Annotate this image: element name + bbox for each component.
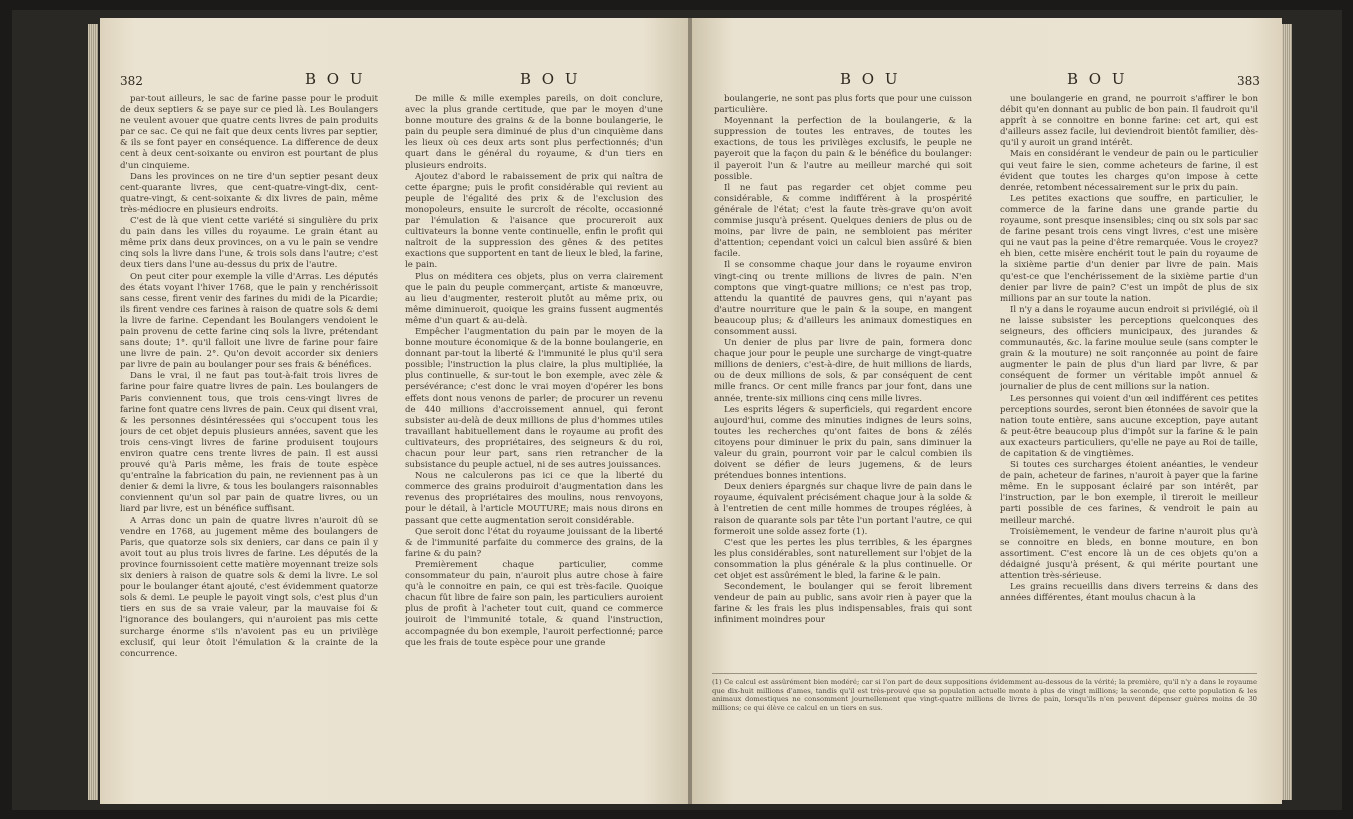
left-page <box>100 18 690 804</box>
paragraph: Si toutes ces surcharges étoient anéanties, le vendeur de pain, acheteur de farines, n'auroit à payer que la farine même. En le supposant éclairé par son intérêt, par l'instruction, par le bon exemple, il tireroit le meilleur parti possible de ces farines, & vendroit le pain au meilleur marché. <box>1000 460 1258 526</box>
paragraph: Premièrement chaque particulier, comme consommateur du pain, n'auroit plus autre chose à faire qu'à le connoitre en pain, ce qui est très-facile. Quoique chacun fût libre de faire son pain, les particuliers auroient plus de profit à l'acheter tout cuit, quand ce commerce jouiroit de l'immunité totale, & quand l'instruction, accompagnée du bon exemple, l'auroit perfectionné; parce que les frais de toute espèce pour une grande <box>405 559 663 648</box>
paragraph: une boulangerie en grand, ne pourroit s'affirer le bon débit qu'en donnant au public de bon pain. Il faudroit qu'il apprît à se connoitre en bonne farine: cet art, qui est d'ailleurs assez facile, lui deviendroit bientôt familier, dès-qu'il y auroit un grand intérêt. <box>1000 94 1258 149</box>
paragraph: Il se consomme chaque jour dans le royaume environ vingt-cinq ou trente millions de livres de pain. N'en comptons que vingt-quatre millions; ce n'est pas trop, attendu la quantité de pauvres gens, qui n'ayant pas d'autre nourriture que le pain & la soupe, en mangent beaucoup plus; & d'ailleurs les animaux domestiques en consomment aussi. <box>714 260 972 337</box>
paragraph: Il ne faut pas regarder cet objet comme peu considérable, & comme indifférent à la prospérité générale de l'état; c'est la faute très-grave qu'on avoit commise jusqu'à présent. Quelques deniers de plus ou de moins, par livre de pain, ne sembloient pas mériter d'attention; cependant voici un calcul bien assûré & bien facile. <box>714 182 972 260</box>
paragraph: Que seroit donc l'état du royaume jouissant de la liberté & de l'immunité parfaite du commerce des grains, de la farine & du pain? <box>405 526 663 559</box>
paragraph: Il n'y a dans le royaume aucun endroit si privilégié, où il ne laisse subsister les perceptions quelconques des seigneurs, des officiers municipaux, des jurandes & communautés, &c. la farine moulue seule (sans compter le grain & la mouture) ne soit rançonnée au point de faire augmenter le pain de plus d'un liard par livre, & par conséquent de former un véritable impôt annuel & journalier de plus de cent millions sur la nation. <box>1000 304 1258 393</box>
paragraph: Les petites exactions que souffre, en particulier, le commerce de la farine dans une grande partie du royaume, sont presque insensibles; cinq ou six sols par sac de farine pesant trois cens vingt livres, c'est une misère qui ne vaut pas la peine d'être remarquée. Vous le croyez? eh bien, cette misère enchérit tout le pain du royaume de la sixième partie d'un denier par livre de pain. Mais qu'est-ce que l'enchérissement de la sixième partie d'un denier par livre de pain? C'est un impôt de plus de six millions par an sur toute la nation. <box>1000 193 1258 304</box>
paragraph: Ajoutez d'abord le rabaissement de prix qui naîtra de cette épargne; puis le profit considérable qui revient au peuple de l'égalité des prix & de l'exclusion des monopoleurs, ensuite le surcroît de récolte, occasionné par l'émulation & l'aisance que procureroit aux cultivateurs la bonne vente continuelle, enfin le profit qui naîtroit de la suppression des gênes & des petites exactions que supportent en tant de lieux le bled, la farine, le pain. <box>405 171 663 271</box>
paragraph: Les personnes qui voient d'un œil indifférent ces petites perceptions sourdes, seront bien étonnées de savoir que la nation toute entière, sans aucune exception, paye autant & peut-être beaucoup plus d'impôt sur la farine & le pain aux exacteurs particuliers, qu'elle ne paye au Roi de taille, de capitation & de vingtièmes. <box>1000 393 1258 459</box>
paragraph: Les esprits légers & superficiels, qui regardent encore aujourd'hui, comme des minuties indignes de leurs soins, toutes les recherches qu'ont faites de bons & zélés citoyens pour diminuer le prix du pain, sans diminuer la valeur du grain, pourront voir par le calcul combien ils doivent se défier de leurs jugemens, & de leurs prétendues bonnes intentions. <box>714 404 972 482</box>
text-column-2 <box>405 94 663 774</box>
paragraph: De mille & mille exemples pareils, on doit conclure, avec la plus grande certitude, que par le moyen d'une bonne mouture des grains & de la bonne boulangerie, le pain du peuple sera diminué de plus d'un cinquième dans les lieux où ces deux arts sont plus perfectionnés; d'un quart dans le général du royaume, & d'un tiers en plusieurs endroits. <box>405 94 663 171</box>
paragraph: Plus on méditera ces objets, plus on verra clairement que le pain du peuple commerçant, artiste & manœuvre, au lieu d'augmenter, resteroit plutôt au même prix, ou même diminueroit, quoique les grains fussent augmentés même d'un quart & au-delà. <box>405 271 663 326</box>
running-header-left: B O U <box>840 70 901 88</box>
open-book <box>12 10 1342 810</box>
paragraph: Troisièmement, le vendeur de farine n'auroit plus qu'à se connoitre en bleds, en bonne mouture, en bon assortiment. C'est encore là un de ces objets qu'on a dédaigné jusqu'à présent, & qui mérite pourtant une attention très-sérieuse. <box>1000 526 1258 582</box>
left-page-edges <box>88 24 98 800</box>
right-page <box>692 18 1282 804</box>
paragraph: C'est que les pertes les plus terribles, & les épargnes les plus considérables, sont naturellement sur l'objet de la consommation la plus générale & la plus continuelle. Or cet objet est assûrément le bled, la farine & le pain. <box>714 537 972 582</box>
running-header-right: B O U <box>520 70 581 88</box>
paragraph: Un denier de plus par livre de pain, formera donc chaque jour pour le peuple une surcharge de vingt-quatre millions de deniers, c'est-à-dire, de huit millions de liards, ou de deux millions de sols, & par conséquent de cent mille francs. Or cent mille francs par jour font, dans une année, trente-six millions cinq cens mille livres. <box>714 338 972 404</box>
paragraph: par-tout ailleurs, le sac de farine passe pour le produit de deux septiers & se paye sur ce pied là. Les Boulangers ne veulent avouer que quatre cents livres de pain produits par ce sac. Ce qui ne fait que deux cents livres par septier, & ils se font payer en conséquence. La difference de deux cent à deux cent-soixante ou environ est pourtant de plus d'un cinquieme. <box>120 94 378 171</box>
footnote: (1) Ce calcul est assûrément bien modéré; car si l'on part de deux suppositions évidemment au-dessous de la vérité; la première, qu'il n'y a dans le royaume que dix-huit millions d'ames, tandis qu'il est très-prouvé que sa population actuelle monte à plus de vingt millions; la seconde, que cette population & les animaux domestiques ne consomment journellement que vingt-quatre millions de livres de pain, lorsqu'ils n'en peuvent dépenser guères moins de 30 millions; ce qui élève ce calcul en un tiers en sus. <box>712 673 1257 712</box>
paragraph: Secondement, le boulanger qui se feroit librement vendeur de pain au public, sans avoir rien à payer que la farine & les frais les plus indispensables, frais qui sont infiniment moindres pour <box>714 582 972 626</box>
running-header-right: B O U <box>1067 70 1128 88</box>
paragraph: On peut citer pour exemple la ville d'Arras. Les députés des états voyant l'hiver 1768, que le pain y renchérissoit sans cesse, firent venir des farines du midi de la Picardie; ils firent vendre ces farines à raison de quatre sols & demi la livre de farine. Cependant les Boulangers vendoient le pain provenu de cette farine cinq sols la livre, prétendant sans doute; 1°. qu'il falloit une livre de farine pour faire une livre de pain. 2°. Qu'on devoit accorder six deniers par livre de pain au boulanger pour ses frais & bénéfices. <box>120 271 378 371</box>
page-number: 382 <box>120 74 143 88</box>
paragraph: Les grains recueillis dans divers terreins & dans des années différentes, étant moulus chacun à la <box>1000 582 1258 604</box>
text-column-1 <box>120 94 378 774</box>
paragraph: Nous ne calculerons pas ici ce que la liberté du commerce des grains produiroit d'augmentation dans les revenus des propriétaires des moulins, nous renvoyons, pour le détail, à l'article MOUTURE; mais nous dirons en passant que cette augmentation seroit considérable. <box>405 471 663 526</box>
paragraph: C'est de là que vient cette variété si singulière du prix du pain dans les villes du royaume. Le grain étant au même prix dans deux provinces, on a vu le pain se vendre cinq sols la livre dans l'une, & trois sols dans l'autre; c'est deux tiers dans l'une au-dessus du prix de l'autre. <box>120 216 378 271</box>
text-column-2 <box>1000 94 1258 669</box>
right-page-edges <box>1282 24 1292 800</box>
paragraph: Mais en considérant le vendeur de pain ou le particulier qui veut faire le sien, comme acheteurs de farine, il est évident que toutes les charges qu'on impose à cette denrée, retombent nécessairement sur le prix du pain. <box>1000 149 1258 193</box>
page-number: 383 <box>1237 74 1260 88</box>
text-column-1 <box>714 94 972 669</box>
paragraph: A Arras donc un pain de quatre livres n'auroit dû se vendre en 1768, au jugement même des boulangers de Paris, que quatorze sols six deniers, car dans ce pain il y avoit tout au plus trois livres de farine. Les députés de la province fournissoient cette matière moyennant treize sols six deniers à raison de quatre sols & demi la livre. Le sol pour le boulanger étant ajouté, c'est évidemment quatorze sols & demi. Le peuple le payoit vingt sols, c'est plus d'un tiers en sus de sa vraie valeur, par la mauvaise foi & l'ignorance des boulangers, qui n'auroient pas mis cette surcharge énorme s'ils n'avoient pas eu un privilège exclusif, qui leur ôtoit l'émulation & la crainte de la concurrence. <box>120 515 378 659</box>
paragraph: Dans le vrai, il ne faut pas tout-à-fait trois livres de farine pour faire quatre livres de pain. Les boulangers de Paris conviennent tous, que trois cens-vingt livres de farine font quatre cens livres de pain. Ceux qui disent vrai, & les personnes désintéressées qui s'occupent tous les jours de cet objet depuis plusieurs années, savent que les trois cens-vingt livres de farine produisent toujours environ quatre cens trente livres de pain. Il est aussi prouvé qu'à Paris même, les frais de toute espèce qu'entraîne la fabrication du pain, ne reviennent pas à un denier & demi la livre, & tous les boulangers raisonnables conviennent qu'un sol par pain de quatre livres, ou un liard par livre, est un bénéfice suffisant. <box>120 371 378 515</box>
paragraph: boulangerie, ne sont pas plus forts que pour une cuisson particulière. <box>714 94 972 116</box>
paragraph: Deux deniers épargnés sur chaque livre de pain dans le royaume, équivalent précisément chaque jour à la solde & à l'entretien de cent mille hommes de troupes réglées, à raison de quarante sols par tête l'un portant l'autre, ce qui formeroit une solde assez forte (1). <box>714 482 972 537</box>
running-header-left: B O U <box>305 70 366 88</box>
paragraph: Moyennant la perfection de la boulangerie, & la suppression de toutes les entraves, de toutes les exactions, de tous les privilèges exclusifs, le peuple ne payeroit que la façon du pain & le bénéfice du boulanger: il payeroit l'un & l'autre au meilleur marché qui soit possible. <box>714 116 972 182</box>
paragraph: Empêcher l'augmentation du pain par le moyen de la bonne mouture économique & de la bonne boulangerie, en donnant par-tout la liberté & l'immunité le plus qu'il sera possible; l'instruction la plus claire, la plus multipliée, la plus continuelle, & sur-tout le bon exemple, avec zèle & persévérance; c'est donc le vrai moyen d'opérer les bons effets dont nous venons de parler; de procurer un revenu de 440 millions d'accroissement annuel, qui feront subsister au-delà de deux millions de plus d'hommes utiles travaillant habituellement dans le royaume au profit des cultivateurs, des propriétaires, des seigneurs & du roi, chacun pour leur part, sans rien retrancher de la subsistance du peuple actuel, ni de ses autres jouissances. <box>405 326 663 471</box>
paragraph: Dans les provinces on ne tire d'un septier pesant deux cent-quarante livres, que cent-quatre-vingt-dix, cent-quatre-vingt, & cent-soixante & dix livres de pain, même très-médiocre en plusieurs endroits. <box>120 171 378 215</box>
